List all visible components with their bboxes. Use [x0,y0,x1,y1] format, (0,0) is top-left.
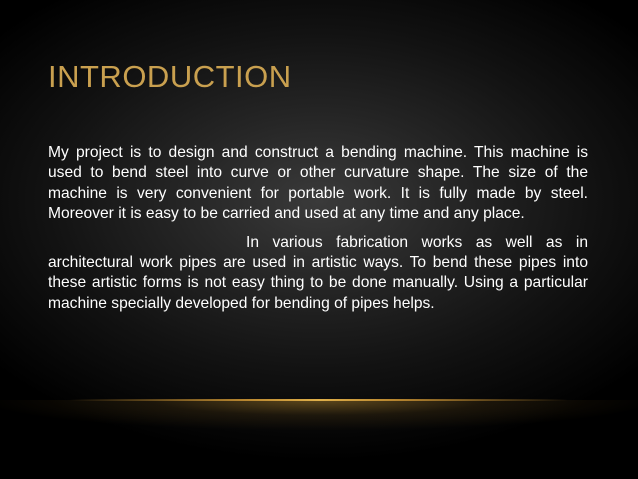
paragraph-1: My project is to design and construct a bending machine. This machine is used to bend steel into curve or other curvature shape. The size of the machine is very convenient for portable work. It is fully made by steel. Moreover it is easy to be carried and used at any time and any place. [48,144,588,223]
accent-line-decoration [70,399,568,401]
slide-body [48,143,588,322]
bottom-glow-decoration [0,400,638,479]
slide-title: INTRODUCTION [48,59,292,94]
paragraph-2: In various fabrication works as well as in architectural work pipes are used in artistic ways. To bend these pipes into these artistic forms is not easy thing to be done manually. Using a particular machine specially developed for bending of pipes helps. [48,233,588,312]
